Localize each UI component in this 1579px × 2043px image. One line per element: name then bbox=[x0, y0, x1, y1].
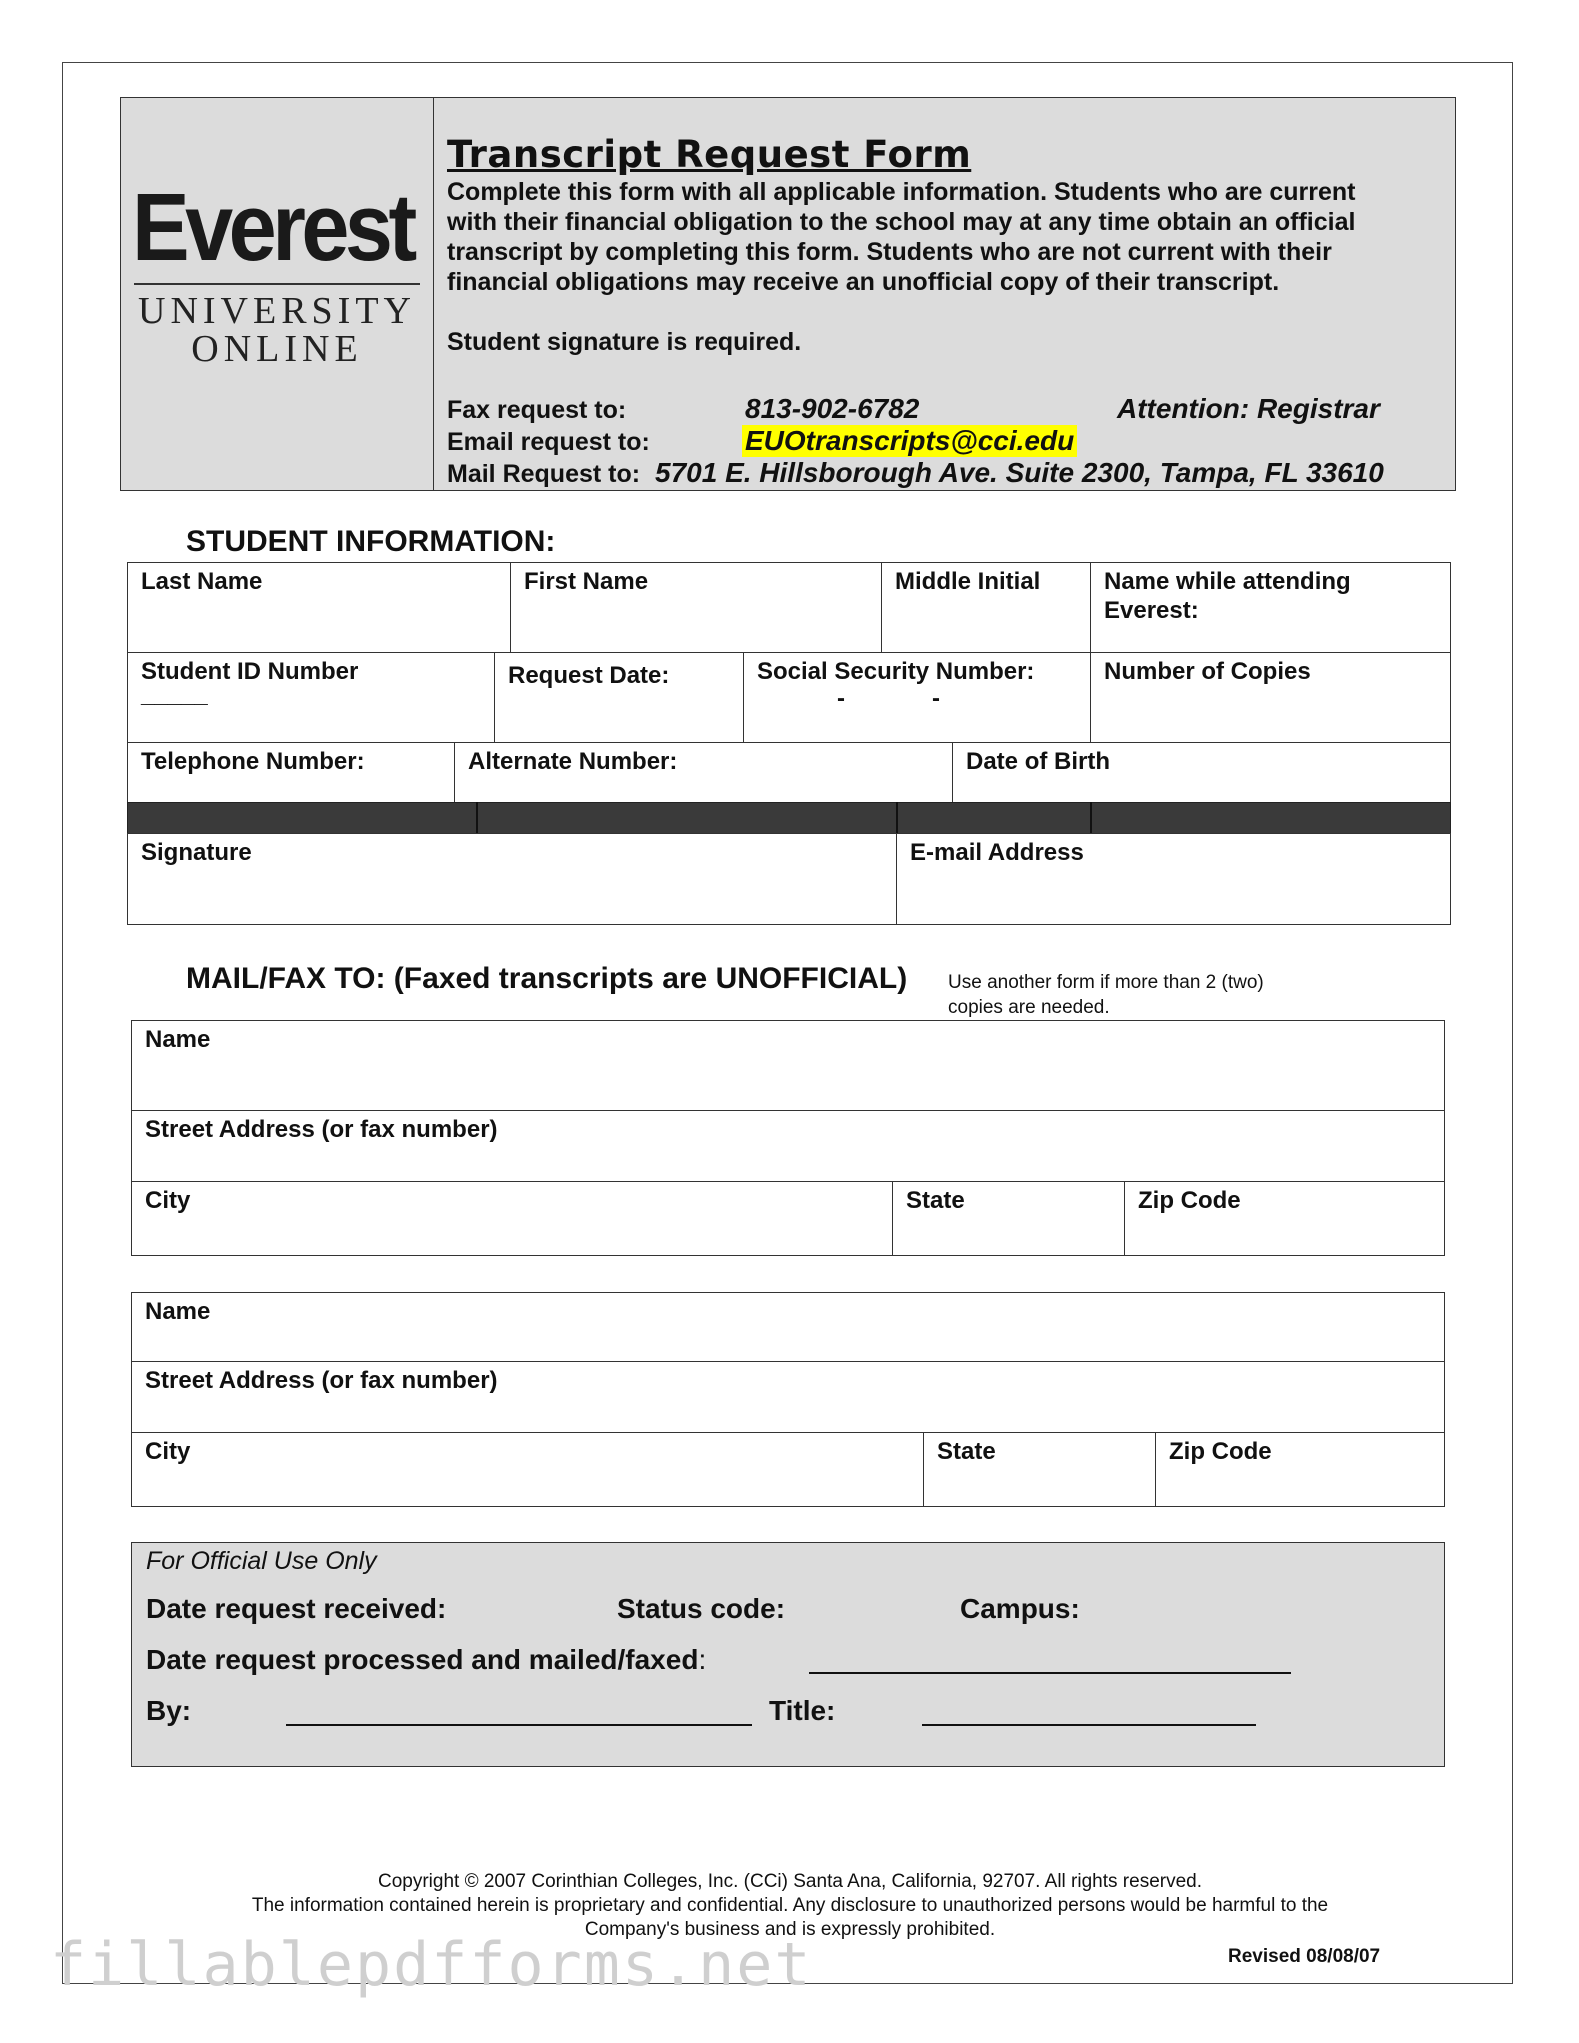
last-name-label: Last Name bbox=[141, 568, 263, 595]
by-line[interactable] bbox=[286, 1724, 752, 1726]
copies-note: Use another form if more than 2 (two) copies are needed. bbox=[948, 972, 1264, 1018]
signature-label: Signature bbox=[141, 839, 252, 866]
revised-date: Revised 08/08/07 bbox=[1228, 1946, 1381, 1967]
recipient-1-state-label: State bbox=[906, 1187, 965, 1214]
recipient-1-street-field[interactable] bbox=[131, 1110, 1445, 1182]
date-received-label: Date request received: bbox=[146, 1593, 447, 1624]
alternate-number-field[interactable] bbox=[454, 742, 953, 803]
name-while-attending-label: Name while attending Everest: bbox=[1104, 568, 1351, 624]
recipient-1-name-field[interactable] bbox=[131, 1020, 1445, 1111]
signature-required: Student signature is required. bbox=[447, 328, 802, 356]
recipient-2-zip-field[interactable] bbox=[1155, 1432, 1445, 1507]
form-title: Transcript Request Form bbox=[447, 133, 972, 176]
telephone-field[interactable] bbox=[127, 742, 455, 803]
logo-rule bbox=[134, 283, 420, 285]
divider-bar bbox=[127, 802, 1451, 834]
ssn-label: Social Security Number: bbox=[757, 658, 1035, 685]
date-processed-label: Date request processed and mailed/faxed bbox=[146, 1644, 699, 1675]
mail-label: Mail Request to: bbox=[447, 460, 641, 488]
email-address-label: E-mail Address bbox=[910, 839, 1084, 866]
student-info-heading: STUDENT INFORMATION: bbox=[186, 525, 556, 558]
watermark: fillablepdfforms.net bbox=[50, 1930, 813, 2000]
middle-initial-label: Middle Initial bbox=[895, 568, 1041, 595]
date-processed-colon: : bbox=[698, 1644, 707, 1675]
intro-line-3: transcript by completing this form. Students who are not current with their bbox=[447, 238, 1332, 266]
student-id-field[interactable] bbox=[127, 652, 495, 743]
recipient-2-name-field[interactable] bbox=[131, 1292, 1445, 1362]
recipient-1-city-field[interactable] bbox=[131, 1181, 893, 1256]
recipient-2-name-label: Name bbox=[145, 1298, 211, 1325]
fax-number: 813-902-6782 bbox=[745, 393, 920, 424]
logo bbox=[120, 97, 434, 491]
alternate-label: Alternate Number: bbox=[468, 748, 678, 775]
recipient-1-zip-label: Zip Code bbox=[1138, 1187, 1241, 1214]
copyright-line-3: Company's business and is expressly prohibited. bbox=[584, 1919, 996, 1940]
email-label: Email request to: bbox=[447, 428, 650, 456]
recipient-2-zip-label: Zip Code bbox=[1169, 1438, 1272, 1465]
title-label: Title: bbox=[769, 1695, 836, 1726]
divider-bar-tick bbox=[476, 802, 478, 834]
email-link[interactable]: EUOtranscripts@cci.edu bbox=[742, 425, 1077, 457]
mail-address: 5701 E. Hillsborough Ave. Suite 2300, Tampa, FL 33610 bbox=[655, 457, 1384, 488]
first-name-label: First Name bbox=[524, 568, 649, 595]
divider-bar-tick bbox=[1090, 802, 1092, 834]
recipient-2-city-label: City bbox=[145, 1438, 191, 1465]
official-use-heading: For Official Use Only bbox=[146, 1547, 377, 1575]
ssn-dash-2: - bbox=[932, 685, 940, 712]
recipient-2-street-label: Street Address (or fax number) bbox=[145, 1367, 498, 1394]
recipient-1-name-label: Name bbox=[145, 1026, 211, 1053]
intro-line-2: with their financial obligation to the school may at any time obtain an official bbox=[447, 208, 1356, 236]
fax-label: Fax request to: bbox=[447, 396, 627, 424]
student-id-blank: _____ bbox=[141, 681, 208, 708]
date-of-birth-field[interactable] bbox=[952, 742, 1451, 803]
student-id-label: Student ID Number bbox=[141, 658, 359, 685]
recipient-1-state-field[interactable] bbox=[892, 1181, 1125, 1256]
number-of-copies-field[interactable] bbox=[1090, 652, 1451, 743]
status-code-label: Status code: bbox=[617, 1593, 786, 1624]
logo-line1: UNIVERSITY bbox=[138, 290, 416, 332]
copies-label: Number of Copies bbox=[1104, 658, 1311, 685]
email-address-field[interactable] bbox=[896, 833, 1451, 925]
ssn-dash-1: - bbox=[837, 685, 845, 712]
recipient-2-state-label: State bbox=[937, 1438, 996, 1465]
middle-initial-field[interactable] bbox=[881, 562, 1091, 653]
telephone-label: Telephone Number: bbox=[141, 748, 365, 775]
recipient-2-city-field[interactable] bbox=[131, 1432, 924, 1507]
intro-line-4: financial obligations may receive an unofficial copy of their transcript. bbox=[447, 268, 1280, 296]
last-name-field[interactable] bbox=[127, 562, 511, 653]
dob-label: Date of Birth bbox=[966, 748, 1110, 775]
signature-field[interactable] bbox=[127, 833, 897, 925]
recipient-2-state-field[interactable] bbox=[923, 1432, 1156, 1507]
recipient-1-city-label: City bbox=[145, 1187, 191, 1214]
attention: Attention: Registrar bbox=[1117, 393, 1380, 424]
title-line[interactable] bbox=[922, 1724, 1256, 1726]
logo-line2: ONLINE bbox=[191, 328, 363, 370]
name-while-attending-field[interactable] bbox=[1090, 562, 1451, 653]
campus-label: Campus: bbox=[960, 1593, 1080, 1624]
first-name-field[interactable] bbox=[510, 562, 882, 653]
copyright-line-1: Copyright © 2007 Corinthian Colleges, Inc. (CCi) Santa Ana, California, 92707. All rights reserved. bbox=[377, 1871, 1203, 1892]
logo-wordmark: Everest bbox=[132, 174, 413, 281]
by-label: By: bbox=[146, 1695, 192, 1726]
intro-line-1: Complete this form with all applicable information. Students who are current bbox=[447, 178, 1356, 206]
recipient-1-zip-field[interactable] bbox=[1124, 1181, 1445, 1256]
mail-fax-heading: MAIL/FAX TO: (Faxed transcripts are UNOFFICIAL) bbox=[186, 962, 908, 995]
request-date-field[interactable] bbox=[494, 652, 744, 743]
copyright-line-2: The information contained herein is proprietary and confidential. Any disclosure to unauthorized persons would be harmful to the bbox=[251, 1895, 1329, 1916]
recipient-2-street-field[interactable] bbox=[131, 1361, 1445, 1433]
divider-bar-tick bbox=[896, 802, 898, 834]
ssn-field[interactable] bbox=[743, 652, 1091, 743]
recipient-1-street-label: Street Address (or fax number) bbox=[145, 1116, 498, 1143]
request-date-label: Request Date: bbox=[508, 662, 670, 689]
date-processed-line[interactable] bbox=[809, 1672, 1291, 1674]
